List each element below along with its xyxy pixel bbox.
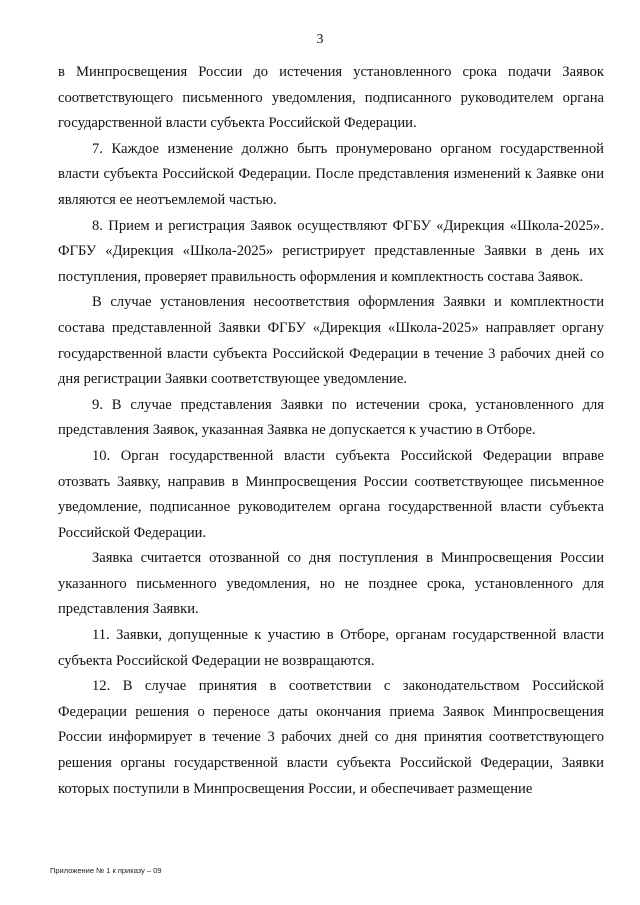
paragraph-item-7: 7. Каждое изменение должно быть пронумеровано органом государственной власти субъекта Российской Федерации. После представления изменений к Заявке они являются ее неотъемлемой частью. xyxy=(58,140,604,208)
paragraph-continuation: в Минпросвещения России до истечения установленного срока подачи Заявок соответствующего письменного уведомления, подписанного руководителем органа государственной власти субъекта Российской Федерации. xyxy=(58,64,604,132)
paragraph-item-12: 12. В случае принятия в соответствии с законодательством Российской Федерации решения о переносе даты окончания приема Заявок Минпросвещения России информирует в течение 3 рабочих дней со дня принятия соответствующего решения органы государственной власти субъекта Российской Федерации, Заявки которых поступили в Минпросвещения России, и обеспечивает размещение xyxy=(58,678,604,797)
document-body xyxy=(58,60,604,802)
paragraph-item-9: 9. В случае представления Заявки по истечении срока, установленного для представления Заявок, указанная Заявка не допускается к участию в Отборе. xyxy=(58,396,604,439)
paragraph-item-10-withdrawal: Заявка считается отозванной со дня поступления в Минпросвещения России указанного письменного уведомления, но не позднее срока, установленного для представления Заявки. xyxy=(58,550,604,618)
page-number: 3 xyxy=(316,32,324,47)
paragraph-item-8: 8. Прием и регистрация Заявок осуществляют ФГБУ «Дирекция «Школа-2025». ФГБУ «Дирекция «Школа-2025» регистрирует представленные Заявки в день их поступления, проверяет правильность оформления и комплектность состава Заявок. xyxy=(58,217,604,285)
paragraph-item-8-discrepancy: В случае установления несоответствия оформления Заявки и комплектности состава представленной Заявки ФГБУ «Дирекция «Школа-2025» направляет органу государственной власти субъекта Российской Федерации в течение 3 рабочих дней со дня регистрации Заявки соответствующее уведомление. xyxy=(58,294,604,388)
paragraph-item-11: 11. Заявки, допущенные к участию в Отборе, органам государственной власти субъекта Российской Федерации не возвращаются. xyxy=(58,627,604,669)
paragraph-item-10: 10. Орган государственной власти субъекта Российской Федерации вправе отозвать Заявку, направив в Минпросвещения России соответствующее письменное уведомление, подписанное руководителем органа государственной власти субъекта Российской Федерации. xyxy=(58,447,604,541)
page-footer: Приложение № 1 к приказу – 09 xyxy=(50,866,162,875)
